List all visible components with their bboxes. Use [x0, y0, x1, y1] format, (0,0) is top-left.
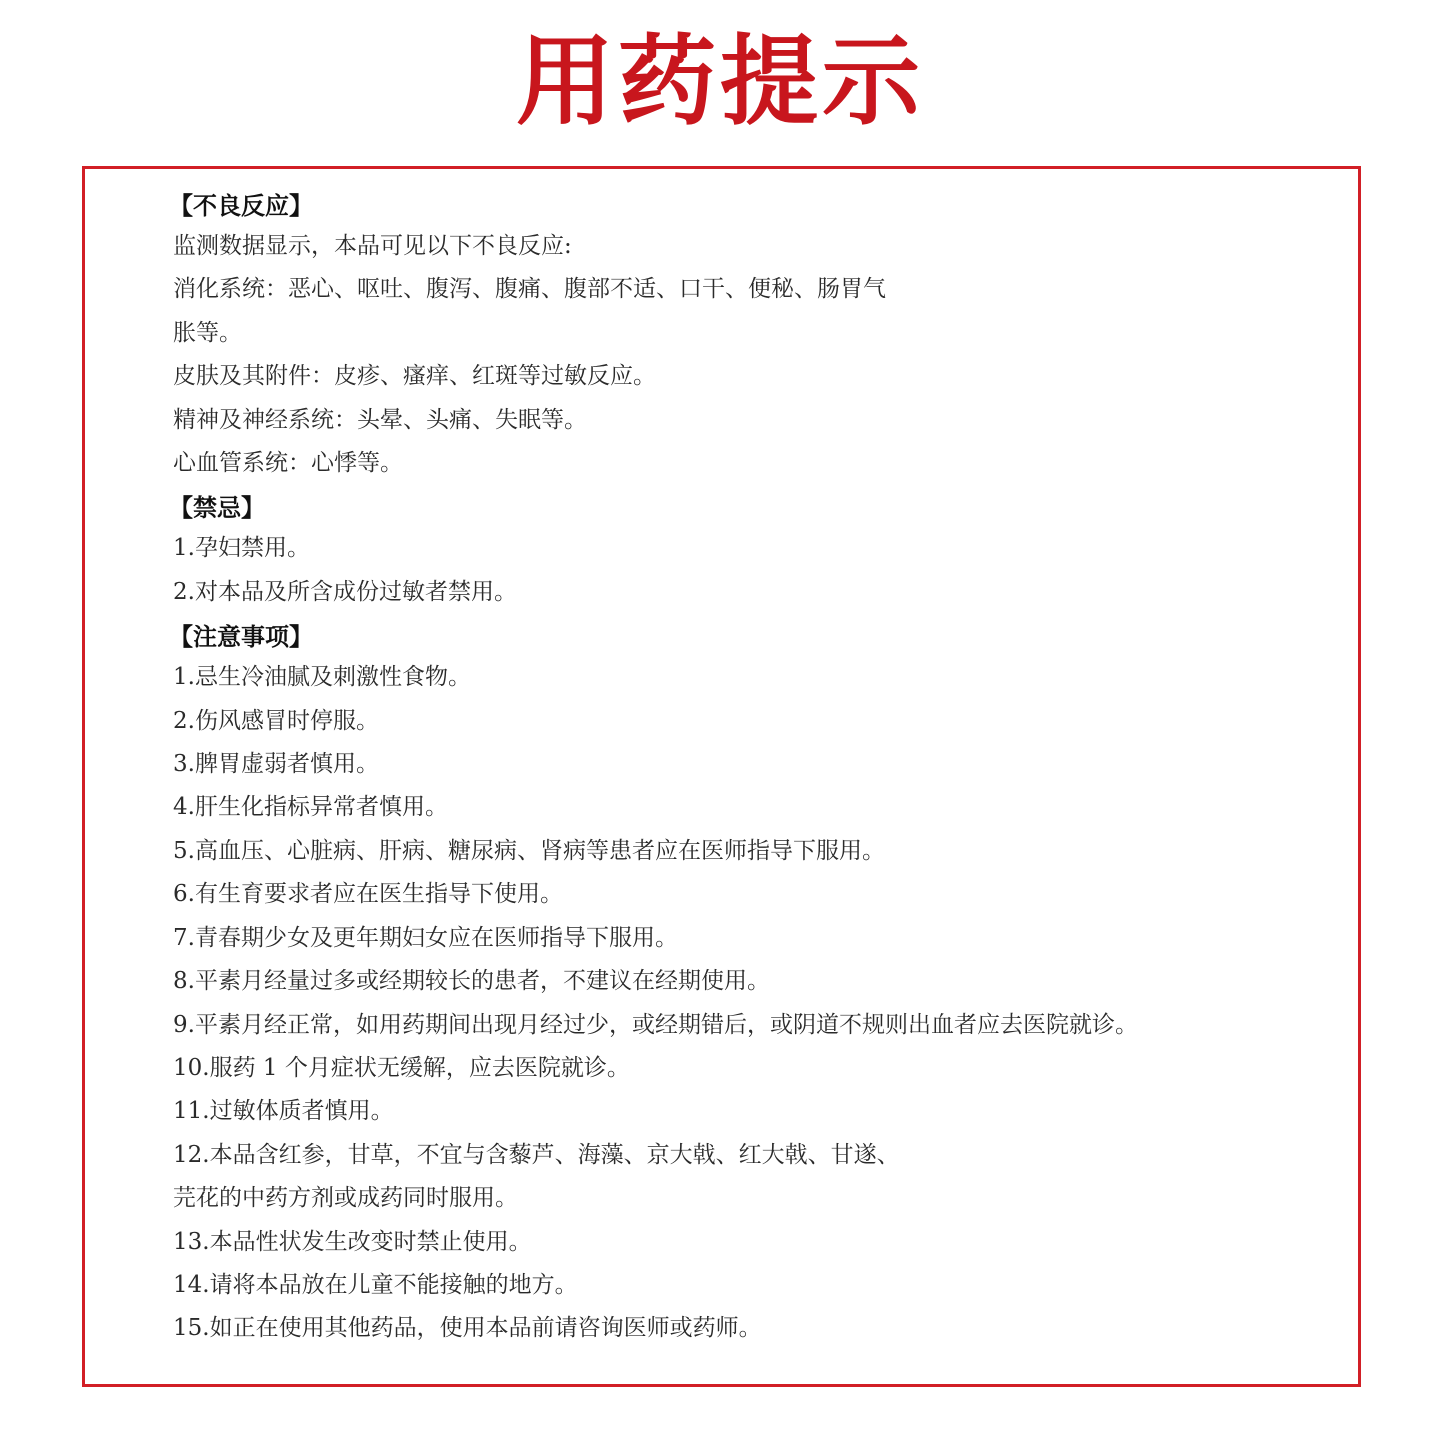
text-line: 9.平素月经正常，如用药期间出现月经过少，或经期错后，或阴道不规则出血者应去医院就诊。	[173, 1011, 1138, 1038]
section-heading: 【禁忌】	[169, 493, 265, 523]
text-line: 11.过敏体质者慎用。	[173, 1098, 394, 1125]
text-line: 胀等。	[173, 319, 242, 346]
text-line: 2.对本品及所含成份过敏者禁用。	[173, 578, 517, 605]
text-line: 5.高血压、心脏病、肝病、糖尿病、肾病等患者应在医师指导下服用。	[173, 837, 885, 864]
notice-content	[169, 187, 1138, 1355]
text-line: 1.孕妇禁用。	[173, 535, 310, 562]
text-line: 12.本品含红参，甘草，不宜与含藜芦、海藻、京大戟、红大戟、甘遂、	[173, 1141, 900, 1168]
text-line: 8.平素月经量过多或经期较长的患者，不建议在经期使用。	[173, 968, 770, 995]
text-line: 皮肤及其附件：皮疹、瘙痒、红斑等过敏反应。	[173, 363, 656, 390]
section-adverse-reactions	[169, 187, 1138, 485]
page-title: 用药提示	[515, 24, 924, 139]
text-line: 心血管系统：心悸等。	[173, 450, 403, 477]
text-line: 10.服药 1 个月症状无缓解，应去医院就诊。	[173, 1054, 630, 1081]
section-precautions	[169, 618, 1138, 1351]
text-line: 7.青春期少女及更年期妇女应在医师指导下服用。	[173, 924, 678, 951]
section-contraindications	[169, 489, 1138, 614]
text-line: 2.伤风感冒时停服。	[173, 707, 379, 734]
text-line: 精神及神经系统：头晕、头痛、失眠等。	[173, 406, 587, 433]
text-line: 4.肝生化指标异常者慎用。	[173, 794, 448, 821]
text-line: 监测数据显示，本品可见以下不良反应:	[173, 233, 572, 259]
text-line: 1.忌生冷油腻及刺激性食物。	[173, 664, 471, 691]
text-line: 14.请将本品放在儿童不能接触的地方。	[173, 1271, 578, 1298]
text-line: 消化系统：恶心、呕吐、腹泻、腹痛、腹部不适、口干、便秘、肠胃气	[173, 276, 886, 303]
text-line: 13.本品性状发生改变时禁止使用。	[173, 1228, 532, 1255]
notice-box	[82, 166, 1361, 1387]
text-line: 芫花的中药方剂或成药同时服用。	[173, 1185, 518, 1212]
text-line: 15.如正在使用其他药品，使用本品前请咨询医师或药师。	[173, 1315, 762, 1342]
text-line: 3.脾胃虚弱者慎用。	[173, 751, 379, 778]
text-line: 6.有生育要求者应在医生指导下使用。	[173, 881, 563, 908]
section-heading: 【注意事项】	[169, 622, 313, 652]
section-heading: 【不良反应】	[169, 191, 313, 220]
